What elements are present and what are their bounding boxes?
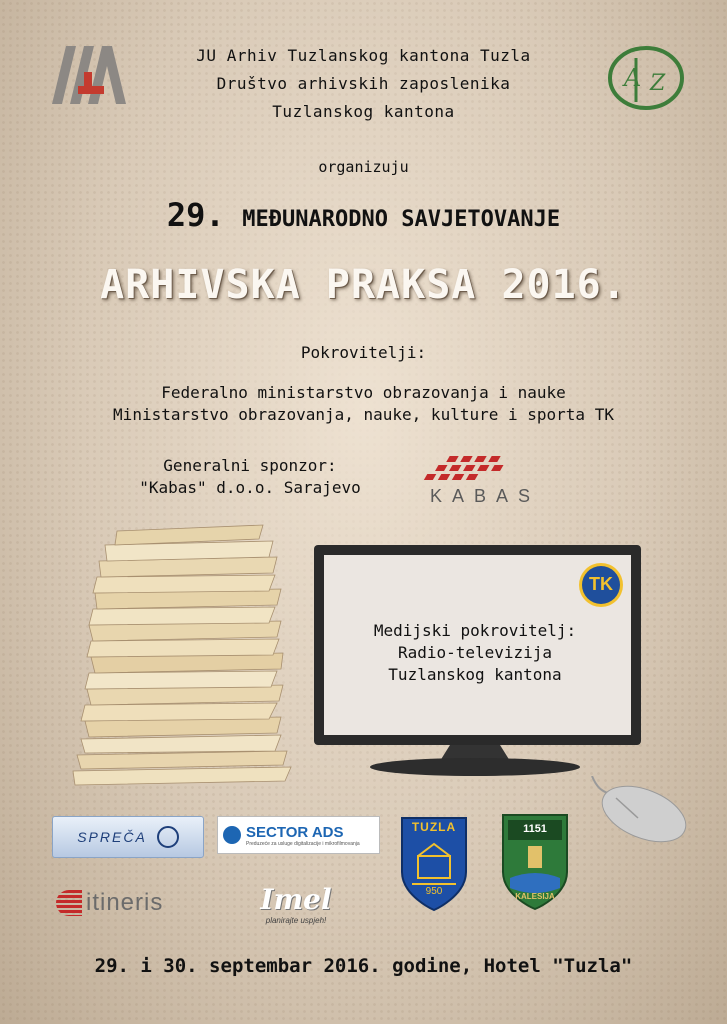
patrons-label: Pokrovitelji:: [300, 343, 427, 362]
computer-mouse-illustration: [590, 776, 690, 848]
patron-2: Ministarstvo obrazovanja, nauke, kulture i sporta TK: [113, 405, 614, 424]
sector-ads-globe-icon: [223, 826, 241, 844]
organizer-1: JU Arhiv Tuzlanskog kantona Tuzla: [196, 46, 531, 65]
tuzla-coat-of-arms: [398, 814, 470, 914]
event-subtitle: [0, 196, 727, 234]
organizer-3: Tuzlanskog kantona: [272, 102, 455, 121]
kabas-logo: [400, 452, 570, 510]
imel-logo: [246, 880, 346, 928]
tuzla-shield-text: TUZLA: [411, 820, 457, 834]
event-date-location: 29. i 30. septembar 2016. godine, Hotel "Tuzla": [94, 955, 633, 977]
spreca-logo: [52, 816, 204, 858]
event-name: MEĐUNARODNO SAVJETOVANJE: [242, 207, 561, 232]
spreca-logo-text: SPREČA: [77, 829, 147, 845]
kalesija-coat-of-arms: [500, 812, 570, 912]
itineris-mark-icon: [56, 890, 82, 916]
tk-logo: [578, 562, 624, 608]
media-label: Medijski pokrovitelj:: [373, 621, 577, 640]
sponsor-name: "Kabas" d.o.o. Sarajevo: [139, 478, 361, 497]
itineris-logo: [56, 885, 208, 921]
sector-ads-logo: [217, 816, 380, 854]
event-title: ARHIVSKA PRAKSA 2016.: [100, 262, 627, 308]
media-line-2: Tuzlanskog kantona: [388, 665, 562, 684]
sector-ads-sub: Preduzeće za usluge digitalizacije i mikrofilmovanja: [246, 840, 360, 847]
svg-text:Z: Z: [650, 71, 666, 96]
kalesija-text: KALESIJA: [515, 892, 555, 901]
tuzla-shield-year: 950: [425, 886, 443, 897]
spreca-circle-icon: [157, 826, 179, 848]
imel-text: Imel: [260, 883, 332, 916]
organizer-2: Društvo arhivskih zaposlenika: [216, 74, 511, 93]
kabas-logo-text: KABAS: [429, 486, 541, 506]
sector-ads-text: SECTOR ADS: [246, 823, 344, 841]
kalesija-year: 1151: [523, 823, 547, 835]
organizers-label: organizuju: [318, 158, 409, 176]
media-line-1: Radio-televizija: [397, 643, 553, 662]
event-number: 29.: [166, 196, 225, 234]
sponsor-label: Generalni sponzor:: [163, 456, 337, 475]
tk-logo-text: TK: [589, 574, 613, 594]
itineris-text: itineris: [86, 889, 164, 916]
svg-text:A: A: [624, 64, 642, 92]
patron-1: Federalno ministarstvo obrazovanja i nauke: [161, 383, 566, 402]
imel-sub: planirajte uspjeh!: [265, 916, 327, 925]
paper-stack-illustration: [55, 515, 300, 790]
